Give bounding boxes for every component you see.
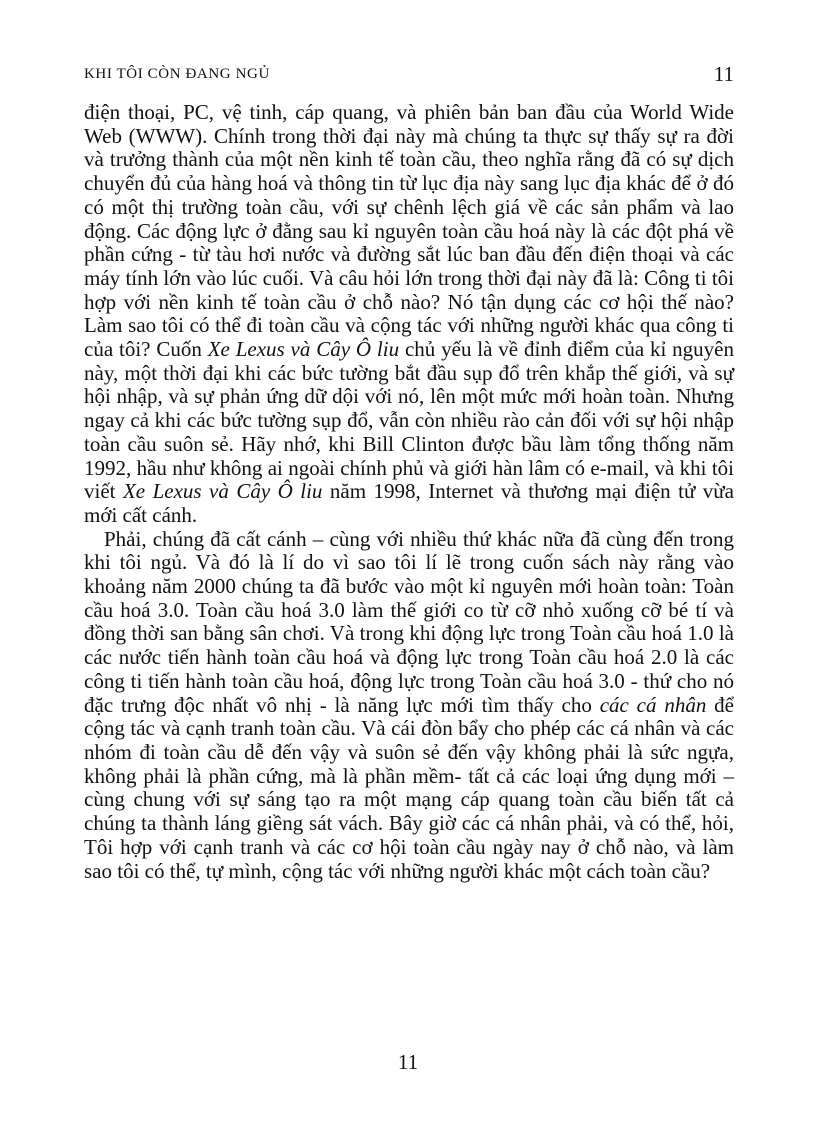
emphasis-italic: các cá nhân — [599, 692, 707, 717]
paragraph-2 — [84, 528, 734, 884]
paragraph-2-text-b: để cộng tác và cạnh tranh toàn cầu. Và cái đòn bẩy cho phép các cá nhân và các nhóm đi toàn cầu dễ đến vậy và suôn sẻ đến vậy không phải là sức ngựa, không phải là phần cứng, mà là phần mềm- tất cả các loại ứng dụng mới – cùng chung với sự sáng tạo ra một mạng cáp quang toàn cầu biến tất cả chúng ta thành láng giềng sát vách. Bây giờ các cá nhân phải, và có thể, hỏi, Tôi hợp với cạnh tranh và các cơ hội toàn cầu ngày nay ở chỗ nào, và làm sao tôi có thể, tự mình, cộng tác với những người khác một cách toàn cầu? — [84, 692, 735, 883]
book-title-italic: Xe Lexus và Cây Ô liu — [122, 479, 323, 504]
body-text — [84, 101, 734, 883]
book-title-italic: Xe Lexus và Cây Ô liu — [207, 337, 400, 362]
running-header — [84, 64, 734, 92]
paragraph-2-text-a: Phải, chúng đã cất cánh – cùng với nhiều thứ khác nữa đã cùng đến trong khi tôi ngủ. Và đó là lí do vì sao tôi lí lẽ trong cuốn sách này rằng vào khoảng năm 2000 chúng ta đã bước vào một kỉ nguyên mới hoàn toàn: Toàn cầu hoá 3.0. Toàn cầu hoá 3.0 làm thế giới co từ cỡ nhỏ xuống cỡ bé tí và đồng thời san bằng sân chơi. Và trong khi động lực trong Toàn cầu hoá 1.0 là các nước tiến hành toàn cầu hoá và động lực trong Toàn cầu hoá 2.0 là các công ti tiến hành toàn cầu hoá, động lực trong Toàn cầu hoá 3.0 - thứ cho nó đặc trưng độc nhất vô nhị - là năng lực mới tìm thấy cho — [84, 526, 734, 717]
paragraph-1-text-c: năm 1998, Internet và thương mại điện tử vừa mới cất cánh. — [84, 479, 735, 527]
header-page-number: 11 — [713, 62, 734, 86]
footer-page-number: 11 — [397, 1050, 419, 1074]
paragraph-1-text-a: điện thoại, PC, vệ tinh, cáp quang, và phiên bản ban đầu của World Wide Web (WWW). Chính trong thời đại này mà chúng ta thực sự thấy sự ra đời và trưởng thành của một nền kinh tế toàn cầu, theo nghĩa rằng đã có sự dịch chuyển đủ của hàng hoá và thông tin từ lục địa này sang lục địa khác để ở đó có một thị trường toàn cầu, với sự chênh lệch giá về các sản phẩm và lao động. Các động lực ở đằng sau kỉ nguyên toàn cầu hoá này là các đột phá về phần cứng - từ tàu hơi nước và đường sắt lúc ban đầu đến điện thoại và các máy tính lớn vào lúc cuối. Và câu hỏi lớn trong thời đại này đã là: Công ti tôi hợp với nền kinh tế toàn cầu ở chỗ nào? Nó tận dụng các cơ hội thế nào? Làm sao tôi có thể đi toàn cầu và cộng tác với những người khác qua công ti của tôi? Cuốn — [84, 100, 734, 362]
running-header-title: KHI TÔI CÒN ĐANG NGỦ — [84, 66, 270, 82]
paragraph-1-text-b: chủ yếu là về đỉnh điểm của kỉ nguyên này, một thời đại khi các bức tường bắt đầu sụp đổ trên khắp thế giới, và sự hội nhập, và sự phản ứng dữ dội với nó, lên một mức mới hoàn toàn. Nhưng ngay cả khi các bức tường sụp đổ, vẫn còn nhiều rào cản đối với sự hội nhập toàn cầu suôn sẻ. Hãy nhớ, khi Bill Clinton được bầu làm tổng thống năm 1992, hầu như không ai ngoài chính phủ và giới hàn lâm có e-mail, và khi tôi viết — [84, 337, 735, 504]
paragraph-1 — [84, 101, 734, 528]
